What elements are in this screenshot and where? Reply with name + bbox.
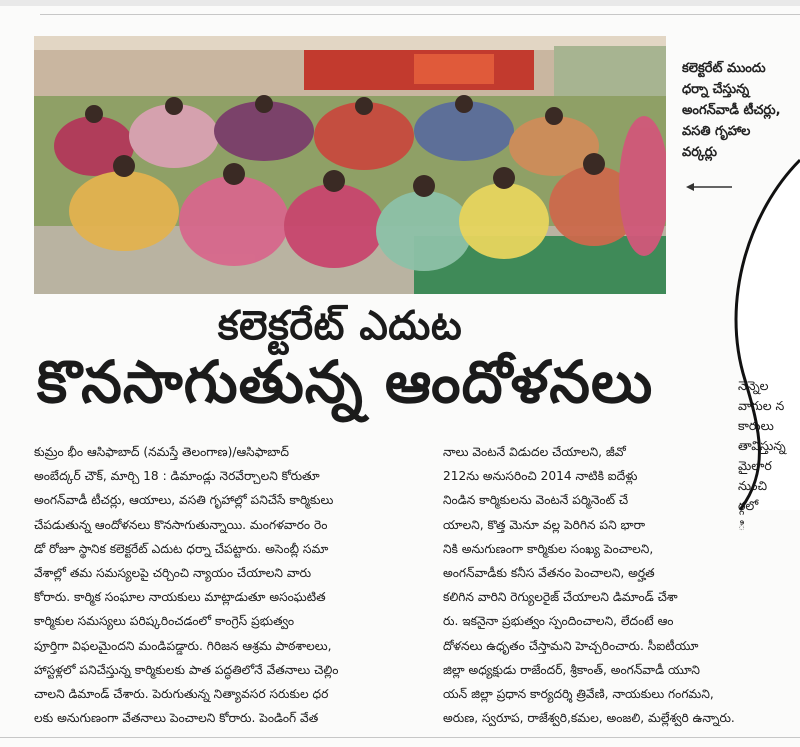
body-line: 212ను అనుసరించి 2014 నాటికి ఐదేళ్లు — [443, 469, 638, 484]
body-line: అరుణ, స్వరూప, రాజేశ్వరి,కమల, అంజలి, మల్లేశ్వరి ఉన్నారు. — [443, 711, 735, 726]
body-line: కోరారు. కార్మిక సంఘాల నాయకులు మాట్లాడుతూ అసంఘటిత — [34, 590, 326, 605]
article-column-1 — [34, 440, 429, 730]
adjacent-line: నెన్నెల — [738, 378, 769, 393]
body-line: హాస్టళ్లలో పనిచేస్తున్న కార్మికులకు పాత పద్ధతిలోనే వేతనాలు చెల్లిం — [34, 662, 339, 677]
body-line: చాలని డిమాండ్ చేశారు. పెరుగుతున్న నిత్యావసర సరుకుల ధర — [34, 687, 329, 702]
body-line: అంగన్‌వాడీ టీచర్లు, ఆయాలు, వసతి గృహాల్లో పనిచేసే కార్మికులు — [34, 493, 334, 508]
body-line: యాలని, కొత్త మెనూ వల్ల పెరిగిన పని భారా — [443, 517, 646, 532]
body-line: జిల్లా అధ్యక్షుడు రాజేందర్, శ్రీకాంత్, అంగన్‌వాడీ యూని — [443, 662, 700, 677]
body-line: వేశాల్లో తమ సమస్యలపై చర్చించి న్యాయం చేయాలని వారు — [34, 566, 312, 581]
adjacent-line: కారులు — [738, 418, 774, 433]
caption-line: వసతి గృహాల — [682, 124, 751, 139]
caption-line: కలెక్టరేట్ ముందు — [682, 61, 766, 76]
body-line: చేపడుతున్న ఆందోళనలు కొనసాగుతున్నాయి. మంగళవారం రెం — [34, 517, 328, 532]
body-line: యన్ జిల్లా ప్రధాన కార్యదర్శి త్రివేణి, నాయకులు గంగమని, — [443, 687, 714, 702]
adjacent-line: ర్గలో — [738, 498, 759, 513]
headline-main: కొనసాగుతున్న ఆందోళనలు — [36, 348, 654, 416]
news-photo — [34, 36, 666, 294]
adjacent-line: నుంచి — [738, 478, 768, 493]
caption-line: ధర్నా చేస్తున్న — [682, 82, 750, 97]
body-line: రు. ఇకనైనా ప్రభుత్వం స్పందించాలని, లేదంటే ఆం — [443, 614, 674, 629]
adjacent-line: మైలార — [738, 458, 772, 473]
body-line: అంగన్‌వాడీకు కనీస వేతనం పెంచాలని, అర్హత — [443, 566, 655, 581]
caption-line: అంగన్‌వాడీ టీచర్లు, — [682, 103, 781, 118]
body-line: డో రోజూ స్థానిక కలెక్టరేట్ ఎదుట ధర్నా చేపట్టారు. అసెంబ్లీ సమా — [34, 541, 329, 556]
headline-kicker: కలెక్టరేట్ ఎదుట — [217, 303, 463, 349]
body-line: కుమ్రం భీం ఆసిఫాబాద్ (నమస్తే తెలంగాణ)/ఆసిఫాబాద్ — [34, 445, 289, 459]
body-line: అంబేద్కర్ చౌక్, మార్చి 18 : డిమాండ్లు నెరవేర్చాలని కోరుతూ — [34, 469, 320, 484]
body-line: కార్మికుల సమస్యలు పరిష్కరించడంలో కాంగ్రెస్ ప్రభుత్వం — [34, 614, 295, 629]
body-line: కలిగిన వారిని రెగ్యులరైజ్ చేయాలని డిమాండ్ చేశా — [443, 590, 678, 605]
body-line: పూర్తిగా విఫలమైందని మండిపడ్డారు. గిరిజన ఆశ్రమ పాఠశాలలు, — [34, 638, 332, 653]
top-strip — [0, 0, 800, 6]
bottom-rule — [0, 737, 800, 738]
adjacent-line: ి — [738, 518, 746, 533]
body-line: నికి అనుగుణంగా కార్మికుల సంఖ్య పెంచాలని, — [443, 541, 654, 556]
top-rule — [40, 14, 800, 15]
caption-line: వర్కర్లు — [682, 145, 717, 160]
photo-caption — [682, 58, 800, 163]
body-line: దోళనలు ఉధృతం చేస్తామని హెచ్చరించారు. సీఐటీయూ — [443, 638, 699, 653]
body-line: నాలు వెంటనే విడుదల చేయాలని, జీవో — [443, 445, 626, 459]
body-line: నిండిన కార్మికులను వెంటనే పర్మినెంట్ చే — [443, 493, 629, 508]
adjacent-line: తావిస్తున్న — [738, 438, 786, 453]
adjacent-article-fragment — [738, 376, 800, 536]
body-line: లకు అనుగుణంగా వేతనాలు పెంచాలని కోరారు. పెండింగ్ వేత — [34, 711, 319, 726]
adjacent-line: వాగుల న — [738, 398, 785, 413]
